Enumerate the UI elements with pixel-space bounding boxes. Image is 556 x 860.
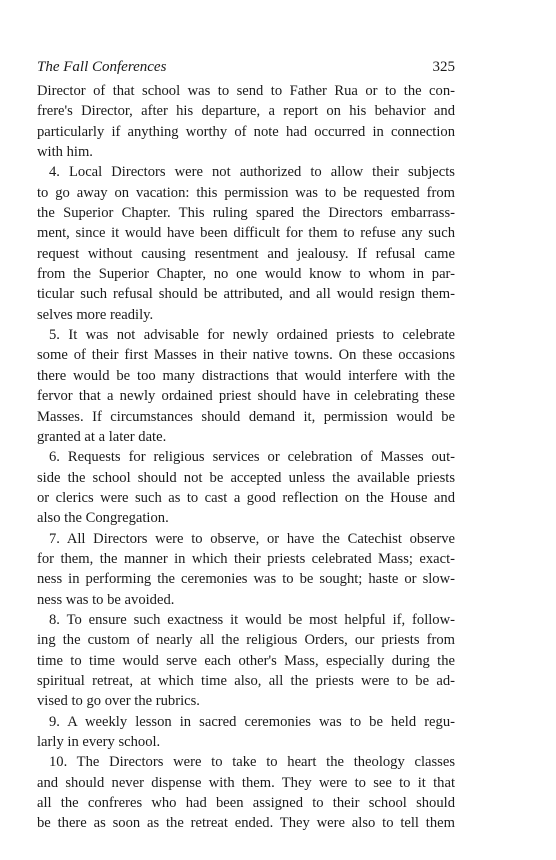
- text-line: frere's Director, after his departure, a report on his behavior and: [37, 103, 455, 120]
- page-number: 325: [432, 59, 455, 75]
- text-line: there would be too many distractions that would interfere with the: [37, 367, 455, 384]
- text-line: 9. A weekly lesson in sacred ceremonies was to be held regu-: [49, 713, 455, 730]
- text-line: 8. To ensure such exactness it would be most helpful if, follow-: [49, 611, 455, 628]
- text-line: spiritual retreat, at which time also, all the priests were to be ad-: [37, 672, 455, 689]
- text-line: vised to go over the rubrics.: [37, 693, 200, 710]
- text-line: 6. Requests for religious services or celebration of Masses out-: [49, 449, 455, 466]
- text-line: 5. It was not advisable for newly ordained priests to celebrate: [49, 327, 455, 344]
- text-line: to go away on vacation: this permission was to be requested from: [37, 184, 455, 201]
- text-line: some of their first Masses in their native towns. On these occasions: [37, 347, 455, 364]
- text-line: 7. All Directors were to observe, or have the Catechist observe: [49, 530, 455, 547]
- text-line: request without causing resentment and jealousy. If refusal came: [37, 245, 455, 262]
- text-line: for them, the manner in which their priests celebrated Mass; exact-: [37, 550, 455, 567]
- text-line: ing the custom of nearly all the religious Orders, our priests from: [37, 632, 455, 649]
- text-line: all the confreres who had been assigned to their school should: [37, 795, 455, 812]
- text-line: ness was to be avoided.: [37, 591, 175, 608]
- text-line: also the Congregation.: [37, 510, 169, 527]
- text-line: be there as soon as the retreat ended. They were also to tell them: [37, 815, 455, 832]
- text-line: Director of that school was to send to Father Rua or to the con-: [37, 83, 455, 99]
- text-line: Masses. If circumstances should demand it, permission would be: [37, 408, 455, 425]
- text-line: and should never dispense with them. They were to see to it that: [37, 774, 455, 791]
- text-line: ticular such refusal should be attributed, and all would resign them-: [37, 286, 455, 303]
- text-line: or clerics were such as to cast a good reflection on the House and: [37, 489, 455, 506]
- book-page: [37, 58, 455, 834]
- text-line: selves more readily.: [37, 306, 154, 323]
- text-line: ness in performing the ceremonies was to be sought; haste or slow-: [37, 571, 455, 588]
- running-head: [37, 58, 455, 76]
- text-line: with him.: [37, 144, 93, 161]
- text-line: from the Superior Chapter, no one would know to whom in par-: [37, 266, 455, 283]
- running-head-title: The Fall Conferences: [37, 59, 167, 75]
- text-line: 4. Local Directors were not authorized to allow their subjects: [49, 164, 455, 181]
- body-text: [37, 81, 455, 834]
- text-line: fervor that a newly ordained priest should have in celebrating these: [37, 388, 455, 405]
- text-line: ment, since it would have been difficult for them to refuse any such: [37, 225, 455, 242]
- text-line: side the school should not be accepted unless the available priests: [37, 469, 455, 486]
- text-line: particularly if anything worthy of note had occurred in connection: [37, 123, 455, 140]
- text-line: the Superior Chapter. This ruling spared the Directors embarrass-: [37, 205, 455, 222]
- text-line: time to time would serve each other's Mass, especially during the: [37, 652, 455, 669]
- text-line: granted at a later date.: [37, 428, 167, 445]
- text-line: larly in every school.: [37, 734, 161, 750]
- text-line: 10. The Directors were to take to heart the theology classes: [49, 754, 455, 771]
